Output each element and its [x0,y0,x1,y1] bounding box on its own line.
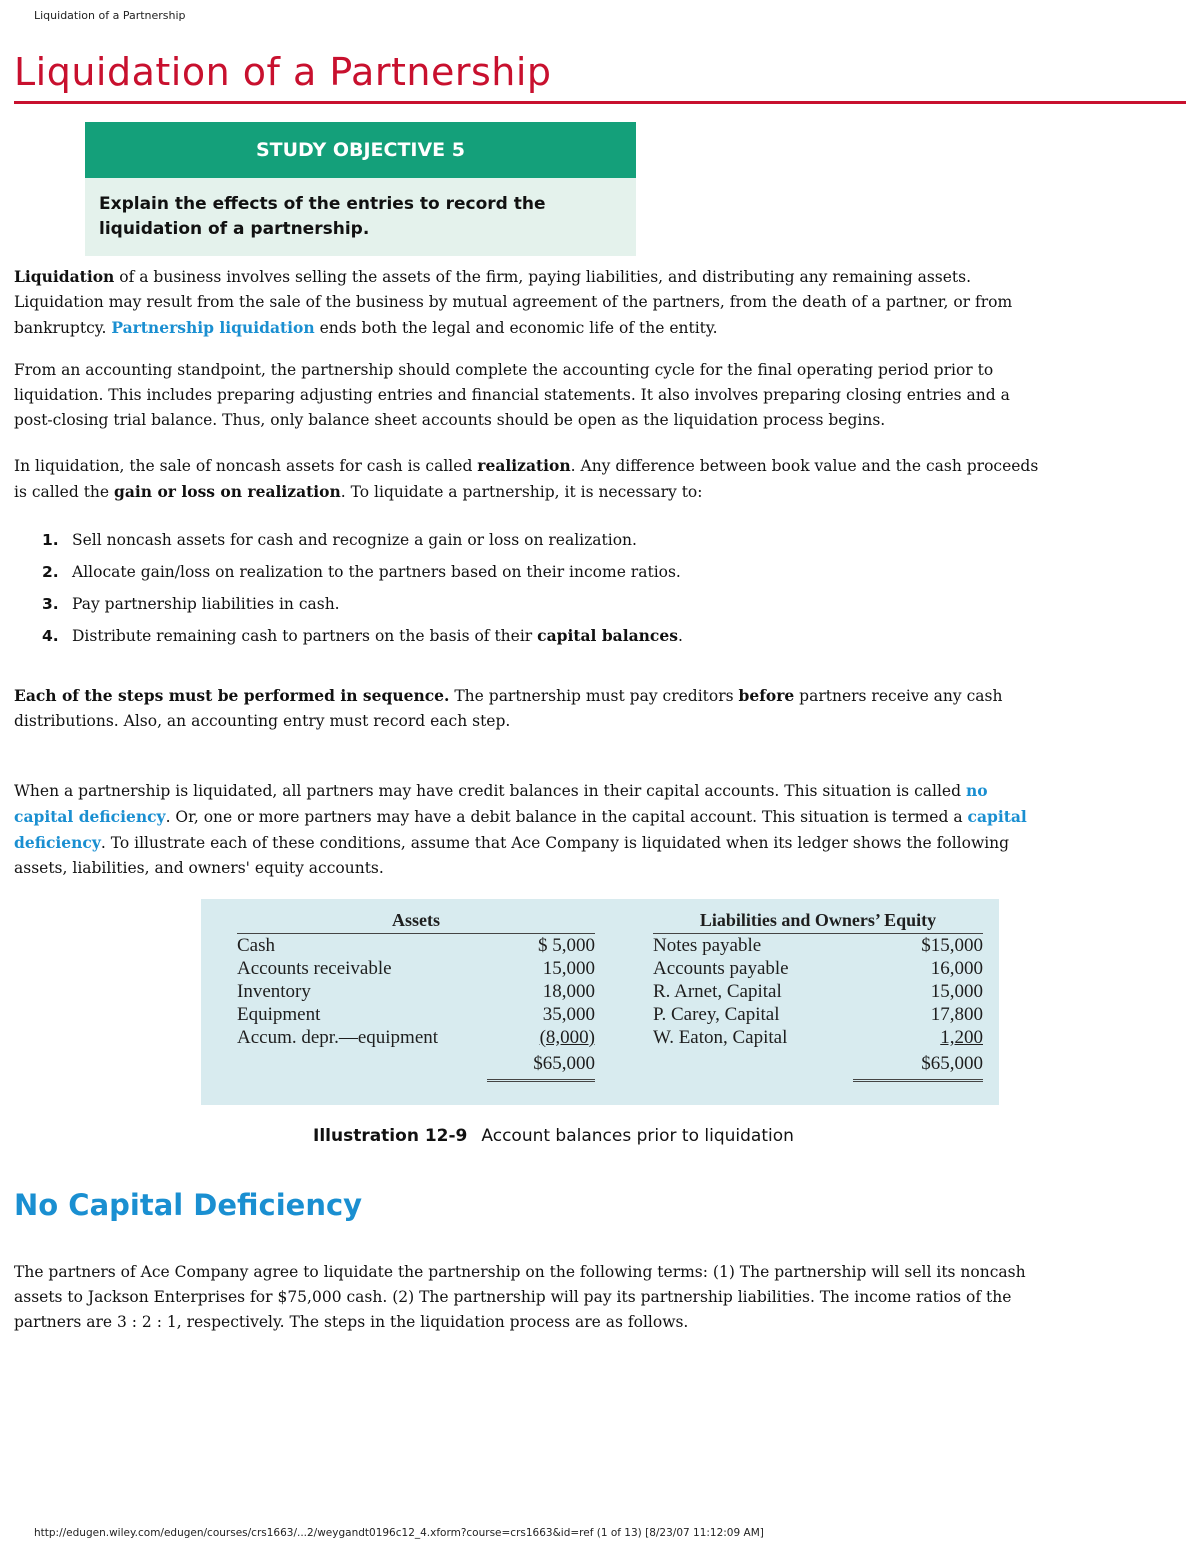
title-divider [14,101,1186,104]
table-row [237,957,983,980]
step-number: 3. [42,595,59,613]
balance-illustration [201,899,999,1105]
asset-amount: (8,000) [539,1027,595,1048]
study-objective-box [85,122,636,256]
glossary-link-partnership-liquidation[interactable]: Partnership liquidation [111,318,315,337]
step-text: Sell noncash assets for cash and recognize a gain or loss on realization. [72,531,637,549]
print-header: Liquidation of a Partnership [34,9,186,22]
asset-name: Equipment [237,1004,321,1025]
paragraph-text: . To illustrate each of these conditions, assume that Ace Company is liquidated when its ledger shows the following assets, liabilities, and owners' equity accounts. [14,834,1010,877]
asset-name: Accounts receivable [237,958,392,979]
asset-amount: $ 5,000 [538,935,595,956]
paragraph-ace-company-terms: The partners of Ace Company agree to liquidate the partnership on the following terms: (1) The partnership will sell its noncash assets to Jackson Enterprises for $75,000 cash. (2) The partnership will pay its partnership liabilities. The income ratios of the partners are 3 : 2 : 1, respectively. The steps in the liquidation process are as follows. [14,1263,1026,1331]
table-row [237,1003,983,1026]
asset-name: Accum. depr.—equipment [237,1027,439,1048]
study-objective-text [85,178,636,256]
list-item [42,623,683,655]
step-text: Pay partnership liabilities in cash. [72,595,340,613]
paragraph-text: The partnership must pay creditors [449,687,739,705]
illustration-caption [313,1126,794,1146]
table-header-row [237,907,983,934]
table-row [237,934,983,958]
term-liquidation: Liquidation [14,267,115,286]
paragraph-text: . Any difference between book value and the cash proceeds is called the [14,457,1039,501]
liability-name: R. Arnet, Capital [653,981,782,1002]
paragraph-capital-deficiency [14,778,1044,881]
page-title: Liquidation of a Partnership [14,50,552,94]
glossary-link-capital-deficiency[interactable]: capital deficiency [14,807,1027,852]
step-number: 4. [42,627,59,645]
step-text: . [677,627,683,645]
list-item [42,559,683,591]
liability-amount: 15,000 [930,981,983,1002]
term-gain-loss-realization: gain or loss on realization [114,482,341,501]
paragraph-text: . Or, one or more partners may have a debit balance in the capital account. This situation is termed a [165,808,968,826]
study-objective-heading: STUDY OBJECTIVE 5 [85,122,636,178]
liability-amount: 17,800 [930,1004,983,1025]
assets-total: $65,000 [487,1049,595,1081]
liability-name: P. Carey, Capital [653,1004,780,1025]
paragraph-liquidation-definition [14,264,1044,341]
table-row [237,980,983,1003]
emphasis-before: before [738,686,795,705]
study-objective-line: Explain the effects of the entries to record the [99,194,546,214]
liabilities-header: Liabilities and Owners’ Equity [653,907,983,934]
paragraph-accounting-standpoint: From an accounting standpoint, the partnership should complete the accounting cycle for the final operating period prior to liquidation. This includes preparing adjusting entries and financial statements. It also involves preparing closing entries and a post-closing trial balance. Thus, only balance sheet accounts should be open as the liquidation process begins. [14,361,1010,429]
step-text: Distribute remaining cash to partners on the basis of their [72,627,538,645]
paragraph-text: When a partnership is liquidated, all partners may have credit balances in their capital accounts. This situation is called [14,782,966,800]
step-number: 1. [42,531,59,549]
asset-amount: 35,000 [542,1004,595,1025]
liability-name: Accounts payable [653,958,789,979]
liability-amount: $15,000 [921,935,983,956]
study-objective-line: liquidation of a partnership. [99,219,370,239]
asset-amount: 18,000 [542,981,595,1002]
section-title-no-capital-deficiency: No Capital Deficiency [14,1188,363,1222]
table-row [237,1026,983,1049]
paragraph-text: . To liquidate a partnership, it is necessary to: [340,483,703,501]
liability-amount: 16,000 [930,958,983,979]
step-number: 2. [42,563,59,581]
liability-name: Notes payable [653,935,762,956]
asset-name: Inventory [237,981,311,1002]
illustration-label: Illustration 12-9 [313,1126,468,1146]
term-realization: realization [477,456,571,475]
paragraph-text: In liquidation, the sale of noncash assets for cash is called [14,457,478,475]
paragraph-sequence [14,683,1044,734]
paragraph-text: ends both the legal and economic life of the entity. [314,319,718,337]
liability-amount: 1,200 [940,1027,983,1048]
step-text: Allocate gain/loss on realization to the partners based on their income ratios. [72,563,681,581]
asset-name: Cash [237,935,275,956]
paragraph-text: partners receive any cash distributions. Also, an accounting entry must record each step. [14,687,1003,730]
emphasis-sequence: Each of the steps must be performed in sequence. [14,686,450,705]
paragraph-realization [14,453,1044,505]
list-item [42,527,683,559]
account-balances-table [237,907,983,1082]
assets-header: Assets [237,907,595,934]
liquidation-steps-list [42,527,683,655]
table-total-row [237,1049,983,1081]
liability-name: W. Eaton, Capital [653,1027,788,1048]
paragraph-text: of a business involves selling the assets of the firm, paying liabilities, and distributing any remaining assets. Liquidation may result from the sale of the business by mutual agreement of the partners, from the death of a partner, or from bankruptcy. [14,268,1013,337]
illustration-description: Account balances prior to liquidation [481,1126,794,1146]
glossary-link-no-capital-deficiency[interactable]: no capital deficiency [14,781,988,826]
asset-amount: 15,000 [542,958,595,979]
print-footer-url: http://edugen.wiley.com/edugen/courses/crs1663/...2/weygandt0196c12_4.xform?course=crs1663&id=ref (1 of 13) [8/23/07 11:12:09 AM] [34,1527,764,1539]
term-capital-balances: capital balances [537,626,678,645]
list-item [42,591,683,623]
liabilities-total: $65,000 [853,1049,983,1081]
